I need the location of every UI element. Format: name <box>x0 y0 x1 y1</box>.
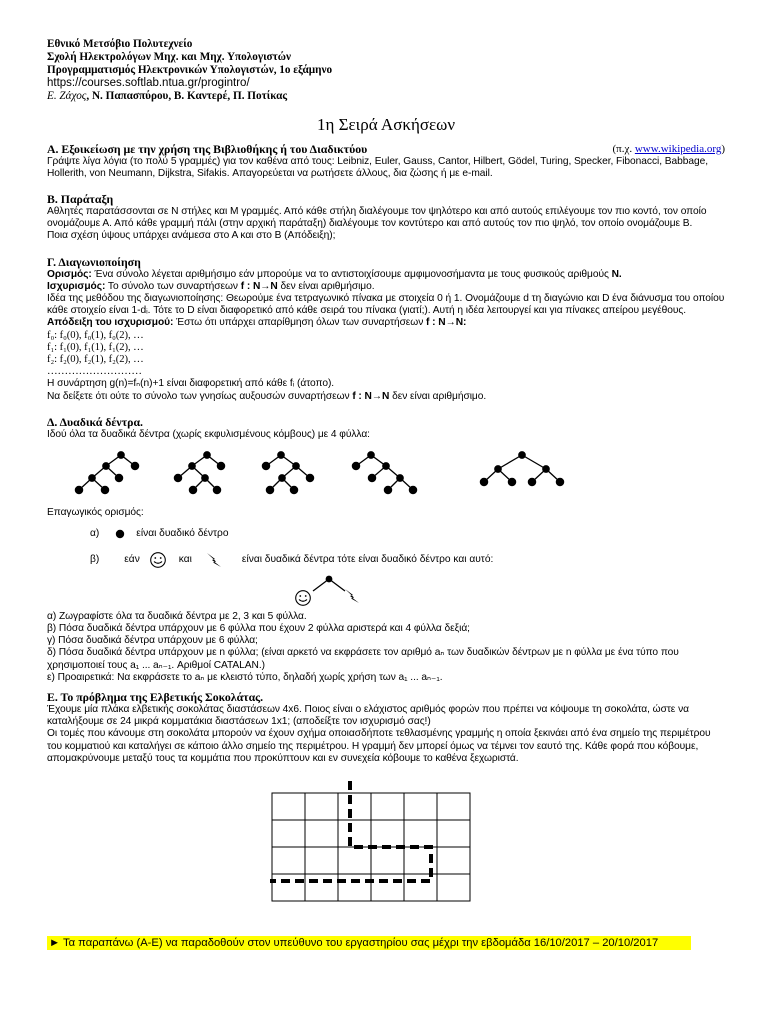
arrow-icon: ► <box>49 937 61 949</box>
def-item-b <box>47 549 725 571</box>
section-d-heading: Δ. Δυαδικά δέντρα. <box>47 414 143 429</box>
wikipedia-reference: (π.χ. www.wikipedia.org) <box>612 142 725 155</box>
claim: Ισχυρισμός: Το σύνολο των συναρτήσεων f : N→N δεν είναι αριθμήσιμο. <box>47 280 375 292</box>
section-e <box>47 691 725 903</box>
author-first: Ε. Ζάχος <box>47 90 87 102</box>
section-b-question: Ποια σχέση ύψους υπάρχει ανάμεσα στο Α και στο Β (Απόδειξη); <box>47 230 336 242</box>
question-c: γ) Πόσα δυαδικά δέντρα υπάρχουν με 6 φύλλα; <box>47 635 258 647</box>
course-url[interactable]: https://courses.softlab.ntua.gr/progintro/ <box>47 77 250 89</box>
composite-lightning-icon <box>345 589 359 603</box>
def-b-and: και <box>178 553 192 565</box>
g-definition: Η συνάρτηση g(n)=fₙ(n)+1 είναι διαφορετική από κάθε fᵢ (άτοπο). <box>47 378 335 390</box>
enum-f1: f₁: f₁(0), f₁(1), f₁(2), … <box>47 341 144 353</box>
enum-f2: f₂: f₂(0), f₂(1), f₂(2), … <box>47 354 144 366</box>
deadline-text: Τα παραπάνω (Α-Ε) να παραδοθούν στον υπεύθυνο του εργαστηρίου σας μέχρι την εβδομάδα 16/10/2017 – 20/10/2017 <box>60 937 659 949</box>
question-b: β) Πόσα δυαδικά δέντρα υπάρχουν με 6 φύλλα που έχουν 2 φύλλα αριστερά και 4 φύλλα δεξιά; <box>47 623 470 635</box>
document-page <box>47 38 725 903</box>
section-d <box>47 416 725 684</box>
def-b-label: β) <box>90 553 100 565</box>
def-a-text: είναι δυαδικό δέντρο <box>136 527 229 539</box>
school-name: Σχολή Ηλεκτρολόγων Μηχ. και Μηχ. Υπολογιστών <box>47 51 291 63</box>
section-b-text: Αθλητές παρατάσσονται σε Ν στήλες και Μ γραμμές. Από κάθε στήλη διαλέγουμε τον ψηλότερο και από αυτούς επιλέγουμε τον πιο κοντό, τον οποίο ονομάζουμε Α. Από κάθε γραμμή πάλι (στην αρχική παράταξη) διαλέγουμε τον κοντύτερο και από αυτούς τον πιο ψηλό, τον οποίο ονομάζουμε Β. <box>47 206 707 230</box>
tree-1 <box>75 452 138 494</box>
question-d: δ) Πόσα δυαδικά δέντρα υπάρχουν με n φύλλα; (είναι αρκετό να εκφράσετε τον αριθμό aₙ των δυαδικών δέντρων με n φύλλα με ένα τύπο που χρησιμοποιεί τους a₁ ... aₙ₋₁. Αριθμοί CATALAN.) <box>47 647 679 671</box>
def-b-if: εάν <box>124 553 140 565</box>
exercise-statement: Να δείξετε ότι ούτε το σύνολο των γνησίως αυξουσών συναρτήσεων f : N→N δεν είναι αριθμήσιμο. <box>47 390 487 402</box>
page-title: 1η Σειρά Ασκήσεων <box>316 115 456 134</box>
enum-dots: ……………………… <box>47 366 142 378</box>
tree-3 <box>262 452 313 494</box>
section-c-heading: Γ. Διαγωνιοποίηση <box>47 254 141 269</box>
authors-rest: , Ν. Παπασπύρου, Β. Καντερέ, Π. Ποτίκας <box>86 90 288 102</box>
course-name: Προγραμματισμός Ηλεκτρονικών Υπολογιστών, 1ο εξάμηνο <box>47 64 333 76</box>
def-item-a <box>47 523 725 545</box>
section-e-heading: Ε. Το πρόβλημα της Ελβετικής Σοκολάτας. <box>47 690 264 705</box>
def-a-label: α) <box>90 527 100 539</box>
smiley-icon <box>149 551 167 569</box>
section-b <box>47 193 725 243</box>
authors <box>47 90 725 103</box>
def-b-text: είναι δυαδικά δέντρα τότε είναι δυαδικό δέντρο και αυτό: <box>241 553 494 565</box>
tree-4 <box>352 452 416 494</box>
composite-smiley-icon <box>296 591 311 606</box>
lightning-icon <box>204 550 224 570</box>
cut-path <box>270 781 431 881</box>
diagonal-idea: Ιδέα της μεθόδου της διαγωνιοποίησης: Θεωρούμε ένα τετραγωνικό πίνακα με στοιχεία 0 ή 1. Ονομάζουμε d τη διαγώνιο και D ένα διάνυσμα του οποίου κάθε στοιχείο είναι 1-dᵢ. Τότε το D είναι διαφορετικό από κάθε σειρά του πίνακα (γιατί;). Αυτή η ιδέα λειτουργεί και για πίνακες απείρου μεγέθους. <box>47 293 725 317</box>
section-e-text2: Οι τομές που κάνουμε στη σοκολάτα μπορούν να έχουν σχήμα οποιασδήποτε τεθλασμένης γραμμής η οποία ξεκινάει από ένα σημείο της περιμέτρου του κομματιού και καταλήγει σε κάποιο άλλο σημείο της περιμέτρου. Η γραμμή δεν μπορεί όμως να τέμνει τον εαυτό της. Κάθε φορά που κόβουμε, απομακρύνουμε μεταξύ τους τα κομμάτια που προκύπτουν και εν συνεχεία κόβουμε το καθένα ξεχωριστά. <box>47 728 711 764</box>
inductive-definition: Επαγωγικός ορισμός: <box>47 506 144 518</box>
single-node-icon <box>114 527 128 541</box>
wikipedia-link[interactable]: www.wikipedia.org <box>634 142 722 155</box>
section-e-text1: Έχουμε μία πλάκα ελβετικής σοκολάτας διαστάσεων 4x6. Ποιος είναι ο ελάχιστος αριθμός φορών που πρέπει να κόψουμε τη σοκολάτα, ώστε να καταλήξουμε σε 24 μικρά κομματάκια διαστάσεων 1x1; (αποδείξτε τον ισχυρισμό σας!) <box>47 704 689 728</box>
section-a-heading: (π.χ. www.wikipedia.org) Α. Εξοικείωση με την χρήση της Βιβλιοθήκης ή του Διαδικτύου <box>47 141 725 156</box>
binary-trees-figure <box>47 449 725 495</box>
chocolate-grid-figure <box>270 773 482 903</box>
deadline-banner <box>47 936 691 950</box>
question-e: ε) Προαιρετικά: Να εκφράσετε το aₙ με κλειστό τύπο, δηλαδή χωρίς χρήση των a₁ ... aₙ₋₁. <box>47 671 443 683</box>
tree-5 <box>480 452 563 486</box>
tree-2 <box>174 452 224 494</box>
header-block <box>47 38 725 103</box>
definition: Ορισμός: Ένα σύνολο λέγεται αριθμήσιμο εάν μπορούμε να το αντιστοιχίσουμε αμφιμονοσήμαντα με τους φυσικούς αριθμούς N. <box>47 268 622 280</box>
section-a <box>47 143 725 180</box>
section-a-text: Γράψτε λίγα λόγια (το πολύ 5 γραμμές) για τον καθένα από τους: Leibniz, Euler, Gauss, Cantor, Hilbert, Gödel, Turing, Specker, Fibonacci, Babbage, Hollerith, von Neumann, Dijkstra, Sifakis. Απαγορεύεται να ρωτήσετε άλλους, δια ζώσης ή με e-mail. <box>47 155 708 179</box>
section-b-heading: Β. Παράταξη <box>47 192 114 206</box>
question-a: α) Ζωγραφίστε όλα τα δυαδικά δέντρα με 2, 3 και 5 φύλλα. <box>47 610 307 622</box>
university-name: Εθνικό Μετσόβιο Πολυτεχνείο <box>47 38 193 50</box>
composite-tree-figure <box>283 571 403 611</box>
proof: Απόδειξη του ισχυρισμού: Έστω ότι υπάρχει απαρίθμηση όλων των συναρτήσεων f : N→N: <box>47 317 467 329</box>
trees-intro: Ιδού όλα τα δυαδικά δέντρα (χωρίς εκφυλισμένους κόμβους) με 4 φύλλα: <box>47 428 370 440</box>
section-c <box>47 256 725 403</box>
enum-f0: f₀: f₀(0), f₀(1), f₀(2), … <box>47 329 144 341</box>
